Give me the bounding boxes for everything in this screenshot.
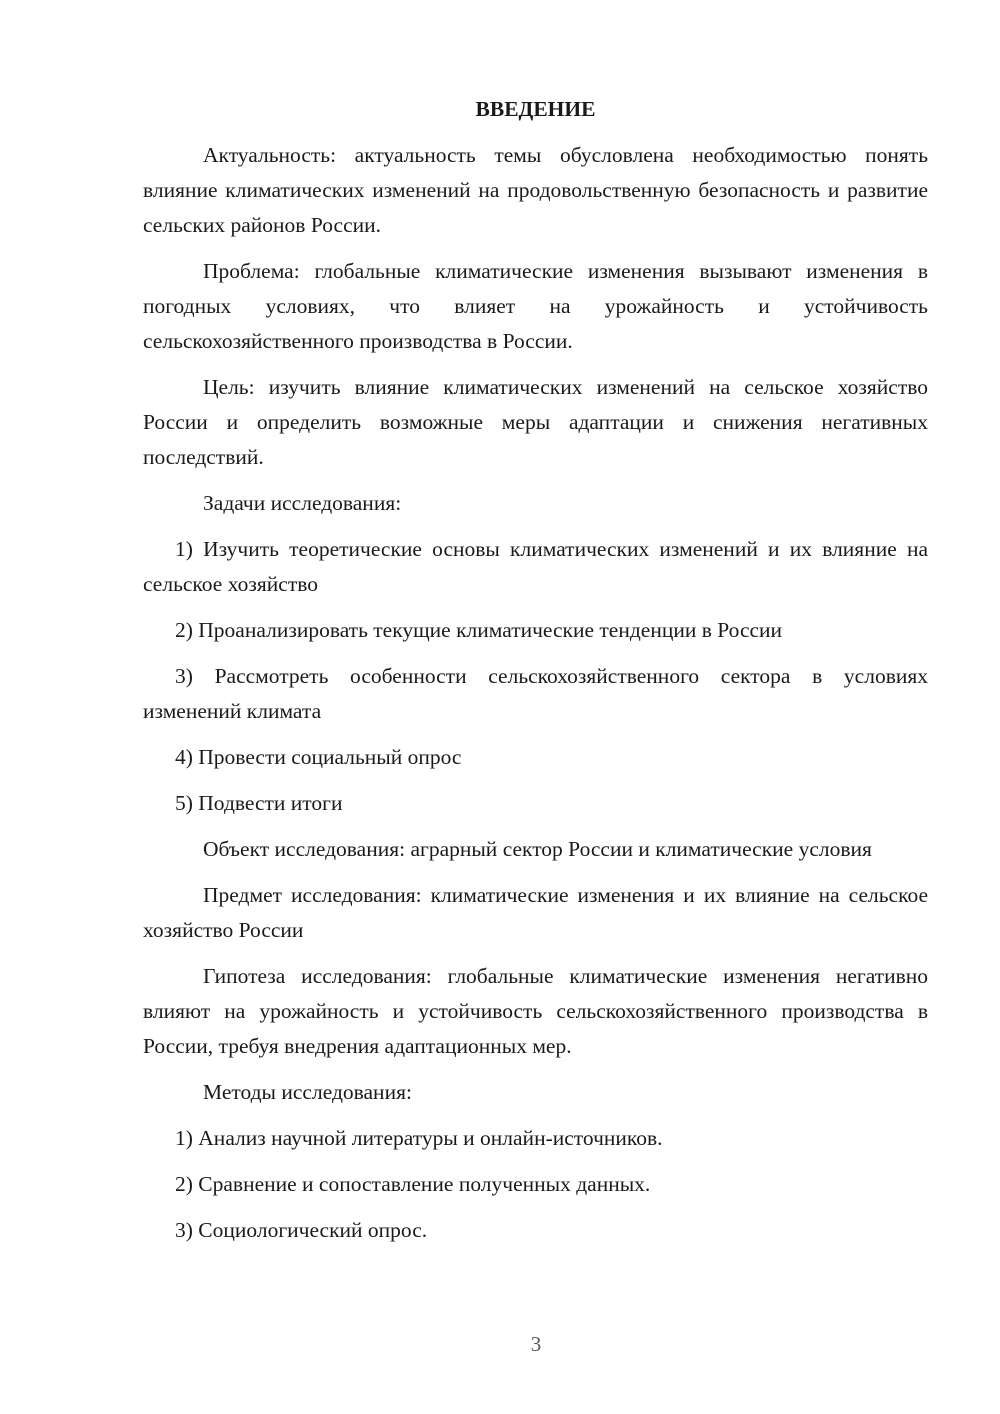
- object-paragraph: Объект исследования: аграрный сектор России и климатические условия: [203, 837, 872, 861]
- method-item-1: 1) Анализ научной литературы и онлайн-источников.: [175, 1126, 663, 1150]
- method-item-2: 2) Сравнение и сопоставление полученных данных.: [175, 1172, 651, 1196]
- problem-paragraph: Проблема: глобальные климатические изменения вызывают изменения в погодных условиях, что влияет на урожайность и устойчивость сельскохозяйственного производства в России.: [143, 259, 928, 353]
- tasks-heading: Задачи исследования:: [203, 491, 402, 515]
- relevance-paragraph: Актуальность: актуальность темы обусловлена необходимостью понять влияние климатических изменений на продовольственную безопасность и развитие сельских районов России.: [143, 143, 928, 237]
- method-item-3: 3) Социологический опрос.: [175, 1218, 428, 1242]
- task-item-5: 5) Подвести итоги: [175, 791, 343, 815]
- task-item-3: 3) Рассмотреть особенности сельскохозяйственного сектора в условиях изменений климата: [143, 664, 928, 723]
- goal-paragraph: Цель: изучить влияние климатических изменений на сельское хозяйство России и определить возможные меры адаптации и снижения негативных последствий.: [143, 375, 928, 469]
- subject-paragraph: Предмет исследования: климатические изменения и их влияние на сельское хозяйство России: [143, 883, 928, 942]
- task-item-4: 4) Провести социальный опрос: [175, 745, 462, 769]
- task-item-2: 2) Проанализировать текущие климатические тенденции в России: [175, 618, 783, 642]
- page-number: 3: [530, 1332, 542, 1356]
- methods-heading: Методы исследования:: [203, 1080, 412, 1104]
- task-item-1: 1) Изучить теоретические основы климатических изменений и их влияние на сельское хозяйство: [143, 537, 928, 596]
- page-title: ВВЕДЕНИЕ: [475, 97, 596, 121]
- document-page: [143, 92, 928, 1259]
- hypothesis-paragraph: Гипотеза исследования: глобальные климатические изменения негативно влияют на урожайность и устойчивость сельскохозяйственного производства в России, требуя внедрения адаптационных мер.: [143, 964, 928, 1058]
